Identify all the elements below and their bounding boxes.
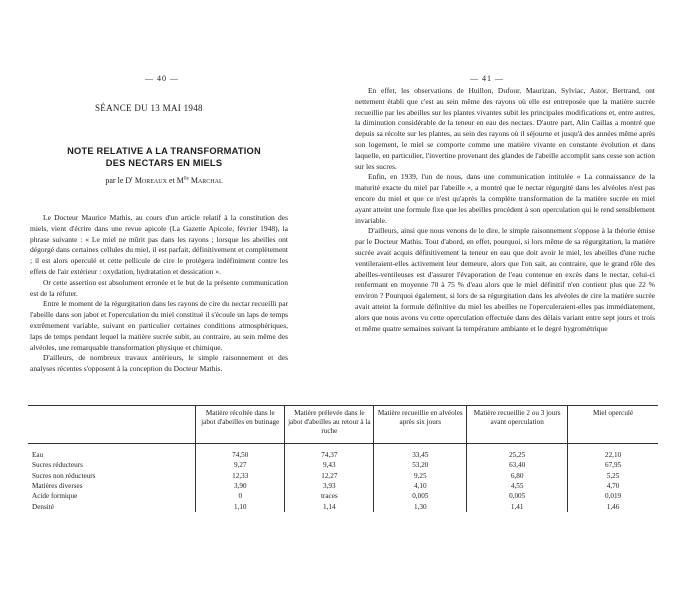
table-cell: 67,95 (568, 461, 658, 471)
author-2: Marchal (190, 176, 223, 185)
table-cell: 3,90 (196, 481, 285, 491)
author-1: Moreaux (134, 176, 167, 185)
table-cell: 4,55 (467, 481, 568, 491)
table-header-cell: Matière recueillie en alvéoles après six jours (374, 406, 467, 444)
table-header-cell: Matière recueillie 2 ou 3 jours avant operculation (467, 406, 568, 444)
table-row (28, 492, 658, 502)
left-column-text (30, 213, 288, 375)
table-cell: 6,80 (467, 471, 568, 481)
row-label: Acide formique (32, 492, 78, 501)
table-cell: 63,40 (467, 461, 568, 471)
table-cell: 0,005 (374, 492, 467, 502)
table-cell: traces (285, 492, 374, 502)
table-cell: 12,27 (285, 471, 374, 481)
table-header-cell (28, 406, 196, 444)
left-paragraph: Or cette assertion est absolument erronée et le but de la présente communication est de la réfuter. (30, 277, 288, 298)
table-row (28, 444, 658, 461)
table-header-cell: Matière prélevée dans le jabot d'abeilles au retour à la ruche (285, 406, 374, 444)
byline-sup-1: r (131, 176, 133, 182)
table-header-cell: Miel operculé (568, 406, 658, 444)
article-title (40, 145, 288, 169)
page-number-right: — 41 — (470, 74, 504, 83)
title-line-2: DES NECTARS EN MIELS (105, 158, 223, 168)
table-cell: 74,50 (196, 444, 285, 461)
table-cell: 3,93 (285, 481, 374, 491)
byline-par: par le D (105, 176, 132, 185)
page-number-left: — 40 — (145, 74, 179, 83)
session-heading: SÉANCE DU 13 MAI 1948 (95, 103, 203, 113)
table-cell: 4,10 (374, 481, 467, 491)
table-cell: 12,33 (196, 471, 285, 481)
table-cell: 9,25 (374, 471, 467, 481)
composition-table (28, 406, 658, 512)
byline-sup-2: lle (183, 176, 189, 182)
row-label: Matières diverses (32, 482, 83, 491)
title-line-1: NOTE RELATIVE A LA TRANSFORMATION (67, 146, 261, 156)
table-cell: 4,70 (568, 481, 658, 491)
left-paragraph: D'ailleurs, de nombreux travaux antérieurs, le simple raisonnement et des analyses récentes s'opposent à la conception du Docteur Mathis. (30, 353, 288, 374)
table-cell: 9,43 (285, 461, 374, 471)
table-row (28, 502, 658, 512)
table-cell: 1,14 (285, 502, 374, 512)
row-label: Eau (32, 451, 44, 460)
table-cell: 74,37 (285, 444, 374, 461)
table-cell: 0 (196, 492, 285, 502)
table-cell: 53,20 (374, 461, 467, 471)
table-row (28, 461, 658, 471)
byline (40, 176, 288, 185)
right-paragraph: En effet, les observations de Huillon, Dufour, Maurizan, Sylviac, Astor, Bertrand, ont nettement établi que c'est au sein même des rayons où elle est entreposée que la matière sucrée recueillie par les abeilles sur les plantes vivantes subit les principales modifications et, entre autres, la diminution considérable de la teneur en eau des nectars. D'autre part, Alin Caillas a montré que depuis sa récolte sur les plantes, au sein des rayons où il séjourne et jusqu'à des années même après son logement, le miel se comporte comme une matière vivante en constante évolution et dans laquelle, en particulier, l'invertine provenant des glandes de l'abeille accomplit sans cesse son action sur les sucres. (355, 86, 656, 171)
table-cell: 5,25 (568, 471, 658, 481)
right-column-text (355, 86, 655, 334)
table-cell: 9,27 (196, 461, 285, 471)
row-label: Sucres réducteurs (32, 461, 83, 470)
row-label: Densité (32, 502, 54, 511)
row-label: Sucres non réducteurs (32, 471, 96, 480)
table-cell: 1,46 (568, 502, 658, 512)
table-header-row (28, 406, 658, 444)
table-header-cell: Matière récoltée dans le jabot d'abeilles en butinage (196, 406, 285, 444)
left-paragraph: Entre le moment de la régurgitation dans les rayons de cire du nectar recueilli par l'abeille dans son jabot et l'operculation du miel constitué il s'écoule un laps de temps extrêmement variable, suivant en particulier certaines conditions atmosphériques, laps de temps pendant lequel la matière sucrée subit, au contraire, au sein même des alvéoles, une remarquable transformation physique et chimique. (30, 299, 288, 352)
table-row (28, 481, 658, 491)
byline-et: et M (166, 176, 184, 185)
table-cell: 1,41 (467, 502, 568, 512)
table-cell: 0,005 (467, 492, 568, 502)
table-row (28, 471, 658, 481)
table-cell: 33,45 (374, 444, 467, 461)
left-paragraph: Le Docteur Maurice Mathis, au cours d'un article relatif à la constitution des miels, vient d'écrire dans une revue apicole (La Gazette Apicole, février 1948), la phrase suivante : « Le miel ne mûrit pas dans les rayons ; lorsque les abeilles ont dégorgé dans certaines cellules du miel, il est parfait, définitivement et complètement ; il est alors operculé et cette pellicule de cire le protégera indéfiniment contre les effets de l'air extérieur : oxydation, hydratation et dessication ». (30, 213, 288, 276)
table-cell: 25,25 (467, 444, 568, 461)
table-cell: 0,019 (568, 492, 658, 502)
right-paragraph: D'ailleurs, ainsi que nous venons de le dire, le simple raisonnement s'oppose à la théorie émise par le Docteur Mathis. Tout d'abord, en effet, pourquoi, si lors même de sa régurgitation, la matière sucrée avait acquis définitivement la teneur en eau que doit avoir le miel, les abeilles d'une ruche ventileraient-elles activement leur demeure, alors que l'on sait, au contraire, que le grand rôle des abeilles-ventileuses est d'assurer l'évaporation de l'eau contenue en excès dans le nectar, celui-ci renfermant en moyenne 70 à 75 % d'eau alors que le miel définitif n'en contient plus que 22 % environ ? Pourquoi également, si lors de sa régurgitation dans les alvéoles de cire la matière sucrée avait atteint la formule définitive du miel les abeilles ne l'operculeraient-elles pas immédiatement, alors que nous avons vu cette operculation effectuée dans des délais variant entre sept jours et trois et même quatre semaines suivant la température ambiante et le degré hygrométrique (355, 226, 655, 333)
table-cell: 1,30 (374, 502, 467, 512)
right-paragraph: Enfin, en 1939, l'un de nous, dans une communication intitulée « La connaissance de la maturité exacte du miel par l'abeille », a montré que le nectar régurgité dans les alvéoles n'est pas encore du miel et que ce n'est qu'après la complète transformation de la matière sucrée en miel ayant atteint une formule fixe que les abeilles procèdent à son operculation qui le rend sensiblement invariable. (355, 172, 655, 225)
table-cell: 22,10 (568, 444, 658, 461)
table-cell: 1,10 (196, 502, 285, 512)
